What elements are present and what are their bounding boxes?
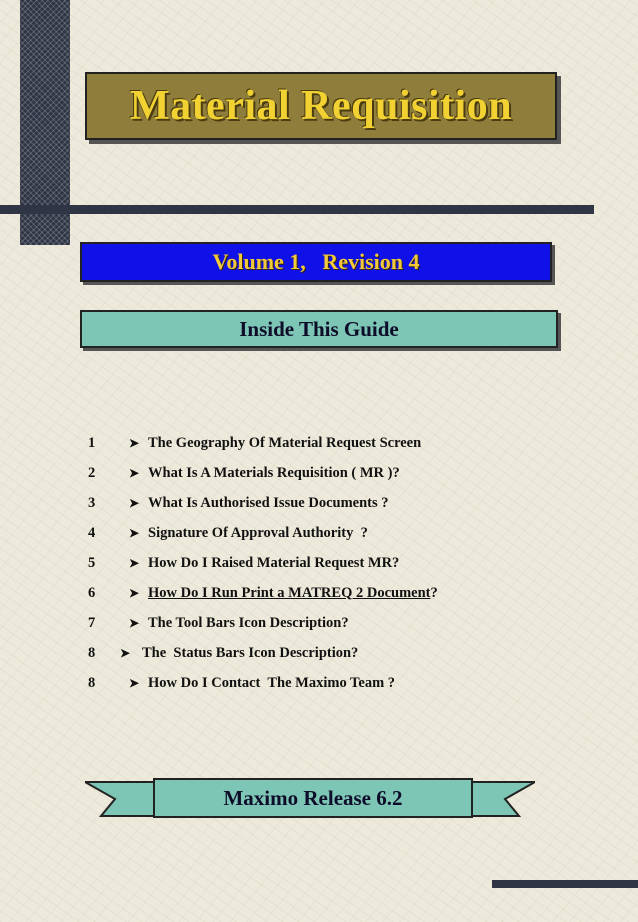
volume-revision: Volume 1, Revision 4 — [212, 249, 420, 274]
toc-label — [148, 585, 438, 602]
arrow-bullet-icon: ➤ — [128, 495, 140, 510]
arrow-bullet-icon: ➤ — [128, 585, 140, 600]
toc-label: Signature Of Approval Authority ? — [148, 524, 368, 541]
toc-label: How Do I Raised Material Request MR? — [148, 554, 400, 571]
decorative-horizontal-bar — [0, 205, 594, 214]
arrow-bullet-icon: ➤ — [128, 525, 140, 540]
page-title: Material Requisition — [129, 83, 513, 129]
guide-heading-banner — [80, 310, 558, 348]
toc-label: The Status Bars Icon Description? — [142, 644, 359, 661]
toc-item — [88, 518, 608, 548]
release-ribbon — [85, 778, 535, 820]
volume-banner — [80, 242, 552, 282]
arrow-bullet-icon: ➤ — [120, 645, 131, 660]
toc-item — [88, 668, 608, 698]
toc-label: What Is Authorised Issue Documents ? — [148, 494, 389, 511]
decorative-bottom-bar — [492, 880, 638, 888]
toc-number: 8 — [88, 674, 96, 691]
toc-item — [88, 458, 608, 488]
toc-number: 7 — [88, 614, 96, 631]
table-of-contents — [88, 428, 608, 698]
release-label-box — [153, 778, 473, 818]
toc-item — [88, 428, 608, 458]
toc-link[interactable]: How Do I Run Print a MATREQ 2 Document — [148, 584, 431, 601]
toc-suffix: ? — [430, 584, 438, 601]
toc-number: 3 — [88, 494, 96, 511]
arrow-bullet-icon: ➤ — [128, 615, 140, 630]
toc-number: 1 — [88, 434, 96, 451]
toc-label: How Do I Contact The Maximo Team ? — [148, 674, 396, 691]
toc-label: What Is A Materials Requisition ( MR )? — [148, 464, 400, 481]
toc-item — [88, 578, 608, 608]
toc-number: 6 — [88, 584, 96, 601]
arrow-bullet-icon: ➤ — [128, 435, 140, 450]
toc-item — [88, 638, 608, 668]
toc-label: The Tool Bars Icon Description? — [148, 614, 349, 631]
title-banner — [85, 72, 557, 140]
toc-item — [88, 488, 608, 518]
release-label: Maximo Release 6.2 — [223, 785, 403, 810]
arrow-bullet-icon: ➤ — [128, 465, 140, 480]
guide-heading: Inside This Guide — [239, 316, 399, 341]
arrow-bullet-icon: ➤ — [128, 555, 140, 570]
arrow-bullet-icon: ➤ — [128, 675, 140, 690]
toc-number: 2 — [88, 464, 96, 481]
toc-number: 4 — [88, 524, 96, 541]
toc-item — [88, 548, 608, 578]
toc-item — [88, 608, 608, 638]
toc-number: 8 — [88, 644, 96, 661]
toc-label: The Geography Of Material Request Screen — [148, 434, 422, 451]
toc-number: 5 — [88, 554, 96, 571]
